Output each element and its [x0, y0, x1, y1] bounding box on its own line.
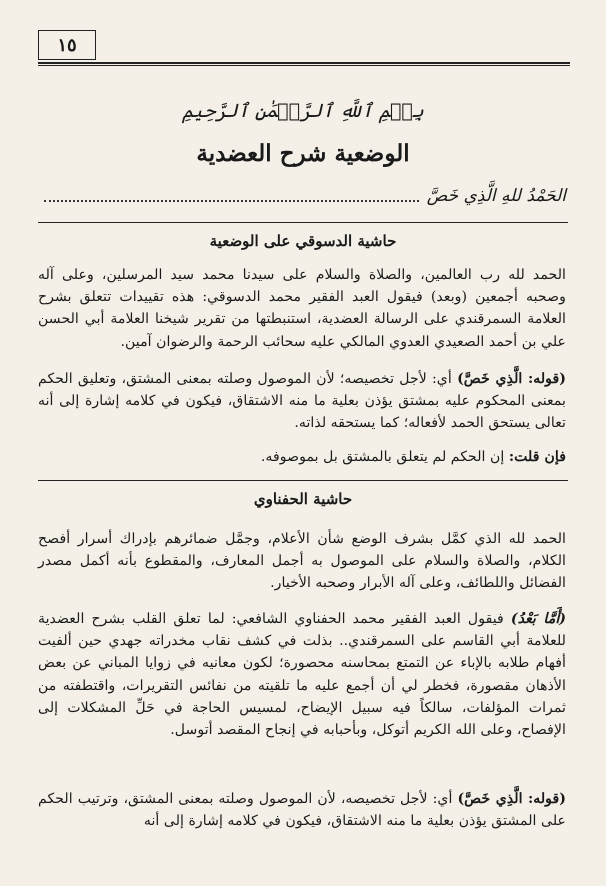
section-divider — [38, 480, 568, 481]
qawluhu-text: أي: لأجل تخصيصه؛ لأن الموصول وصلته بمعنى المشتق، وتعليق الحكم بمعنى المحكوم عليه بمشتق يؤذن بعلية ما منه الاشتقاق، فيكون في كلامه إشارة إلى أنه تعالى يستحق الحمد لأفعاله؛ كما يستحقه لذاته. — [38, 371, 566, 432]
hifnawi-intro: الحمد لله الذي كمَّل بشرف الوضع شأن الأعلام، وجمَّل ضمائرهم بإدراك أسرار أفصح الكلام، والصلاة والسلام على الموصول به أجمل المعارف، والمقطوع بأنه أكمل مصدر الفضائل واللطائف، وعلى آله الأبرار وصحبه الأخيار. — [38, 531, 566, 592]
page-number — [38, 30, 96, 60]
qawluhu-label: (قوله: الَّذِي خَصَّ) — [457, 791, 566, 807]
dotted-leader — [44, 200, 419, 202]
dasuqi-section-title: حاشية الدسوقي على الوضعية — [209, 232, 397, 250]
header-rule — [38, 62, 570, 66]
fain-qult-label: فإن قلت: — [508, 449, 566, 465]
fain-qult-text: إن الحكم لم يتعلق بالمشتق بل بموصوفه. — [260, 449, 505, 465]
matn-text: الحَمْدُ للهِ الَّذِي خَصَّ — [426, 186, 566, 206]
dasuqi-fain-qult — [38, 446, 566, 468]
matn-line — [36, 184, 566, 208]
hifnawi-section-title: حاشية الحفناوي — [253, 490, 353, 508]
section-divider — [38, 222, 568, 223]
dasuqi-intro: الحمد لله رب العالمين، والصلاة والسلام على سيدنا محمد سيد المرسلين، وعلى آله وصحبه أجمعين (وبعد) فيقول العبد الفقير محمد الدسوقي: هذه تقييدات تتعلق بشرح العلامة السمرقندي على الرسالة العضدية، استنبطتها من تقرير شيخنا العلامة أبي الحسن علي بن أحمد الصعيدي العدوي المالكي عليه سحائب الرحمة والرضوان آمين. — [38, 267, 566, 350]
main-title: الوضعية شرح العضدية — [196, 140, 410, 167]
dasuqi-qawluhu — [38, 368, 566, 435]
hifnawi-qawluhu — [38, 788, 566, 832]
qawluhu-text: أي: لأجل تخصيصه، لأن الموصول وصلته بمعنى المشتق، وترتيب الحكم على المشتق يؤذن بعلية ما منه الاشتقاق، فيكون في كلامه إشارة إلى أنه — [38, 791, 566, 830]
qawluhu-label: (قوله: الَّذِي خَصَّ) — [457, 371, 566, 387]
amma-bad-text: فيقول العبد الفقير محمد الحفناوي الشافعي: لما تعلق القلب بشرح العضدية للعلامة أبي القاسم على السمرقندي.. بذلت في كشف نقاب مخدراته جهدي حين ألفيت أفهام طلابه بالإباء عن التمتع بمحاسنه محصورة؛ لكون معانيه في زوايا المباني عن بعض الأذهان مقصورة، فخطر لي أن أجمع عليه ما تلقيته من نفائس التقريرات، واقتطفته من ثمرات المؤلفات، سالكاً فيه سبيل الإيضاح، لمسيس الحاجة في حَلِّ المشكلات إلى الإفصاح، وعلى الله الكريم أتوكل، وبأحبابه في إنجاح المقصد أتوسل. — [38, 611, 566, 739]
basmala: بِسۡمِ ٱللَّهِ ٱلرَّحۡمَٰنِ ٱلرَّحِيمِ — [182, 100, 424, 122]
amma-bad-label: (أَمَّا بَعْدُ) — [510, 611, 566, 627]
hifnawi-amma-bad — [38, 608, 566, 741]
page-number-text: ١٥ — [57, 34, 77, 56]
